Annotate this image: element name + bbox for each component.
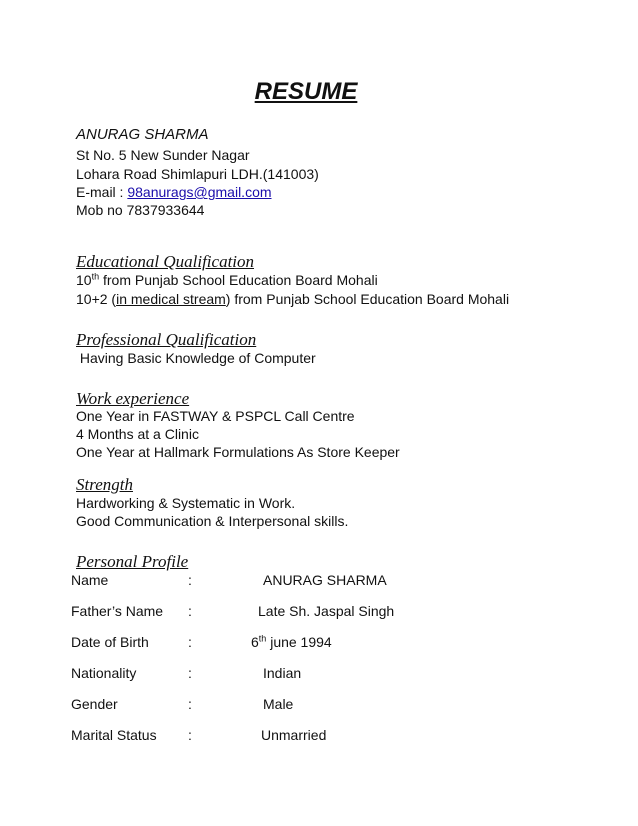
profile-separator: : <box>188 696 192 712</box>
ordinal-suffix: th <box>258 633 267 644</box>
strength-item: Hardworking & Systematic in Work. <box>76 495 296 511</box>
professional-line: Having Basic Knowledge of Computer <box>76 350 316 366</box>
email-line <box>76 184 272 200</box>
email-link[interactable]: 98anurags@gmail.com <box>127 184 272 200</box>
address-line-1: St No. 5 New Sunder Nagar <box>76 147 250 163</box>
education-grade-12-prefix: 10+2 ( <box>76 291 117 307</box>
education-heading: Educational Qualification <box>76 252 255 271</box>
applicant-name: ANURAG SHARMA <box>76 126 209 143</box>
profile-label-gender: Gender <box>71 696 118 712</box>
mobile-line: Mob no 7837933644 <box>76 202 205 218</box>
strength-item: Good Communication & Interpersonal skills. <box>76 513 349 529</box>
profile-label-marital: Marital Status <box>71 727 157 743</box>
dob-day: 6 <box>251 634 259 650</box>
profile-label-nationality: Nationality <box>71 665 137 681</box>
profile-value-nationality: Indian <box>263 665 302 681</box>
work-item: 4 Months at a Clinic <box>76 426 199 442</box>
ordinal-suffix: th <box>91 271 100 282</box>
profile-value-name: ANURAG SHARMA <box>263 572 387 588</box>
profile-separator: : <box>188 634 192 650</box>
email-label: E-mail : <box>76 184 128 200</box>
profile-value-marital: Unmarried <box>261 727 327 743</box>
profile-separator: : <box>188 603 192 619</box>
education-stream: in medical stream <box>116 291 226 307</box>
profile-value-gender: Male <box>263 696 294 712</box>
work-item: One Year at Hallmark Formulations As Store Keeper <box>76 444 400 460</box>
profile-label-dob: Date of Birth <box>71 634 149 650</box>
profile-label-name: Name <box>71 572 109 588</box>
strength-heading: Strength <box>76 475 133 494</box>
education-line-2 <box>76 291 509 307</box>
education-board-12: ) from Punjab School Education Board Mohali <box>225 291 510 307</box>
education-board-10: from Punjab School Education Board Mohali <box>99 272 378 288</box>
profile-separator: : <box>188 727 192 743</box>
address-line-2: Lohara Road Shimlapuri LDH.(141003) <box>76 166 319 182</box>
profile-separator: : <box>188 572 192 588</box>
work-item: One Year in FASTWAY & PSPCL Call Centre <box>76 408 355 424</box>
work-heading: Work experience <box>76 389 190 408</box>
profile-separator: : <box>188 665 192 681</box>
education-grade-10: 10 <box>76 272 92 288</box>
education-line-1 <box>76 272 378 288</box>
dob-month-year: june 1994 <box>266 634 332 650</box>
professional-heading: Professional Qualification <box>76 330 257 349</box>
resume-title: RESUME <box>254 78 358 105</box>
personal-heading: Personal Profile <box>76 552 189 571</box>
profile-value-dob <box>251 634 332 650</box>
profile-value-father: Late Sh. Jaspal Singh <box>258 603 395 619</box>
profile-label-father: Father’s Name <box>71 603 164 619</box>
